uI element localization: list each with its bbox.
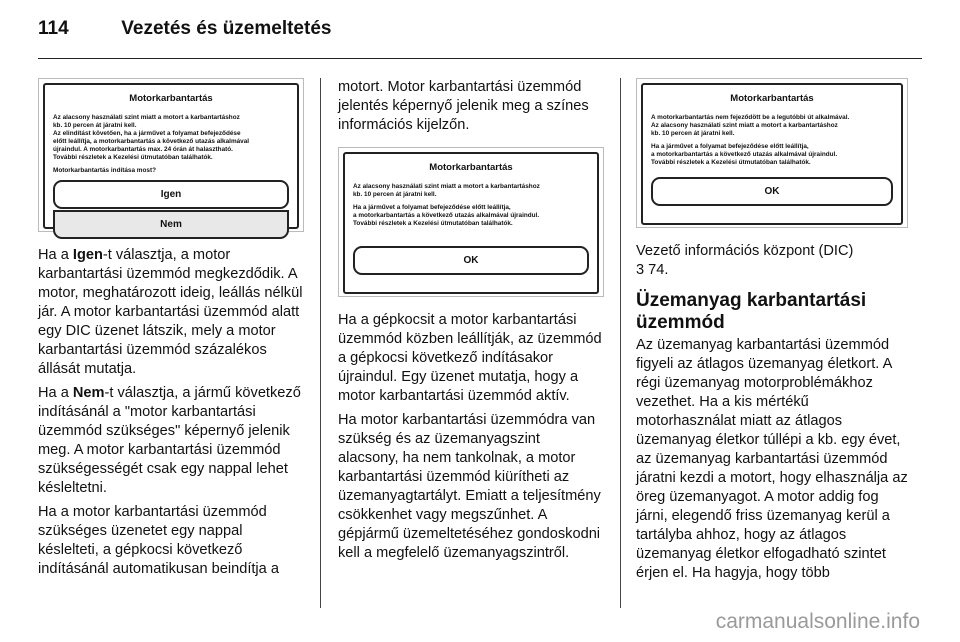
screen-title: Motorkarbantartás	[129, 93, 213, 104]
screen-line: kb. 10 percen át járatni kell.	[353, 191, 437, 198]
screen-line: kb. 10 percen át járatni kell.	[53, 122, 137, 129]
section-heading: Üzemanyag karbantartási üzemmód	[636, 290, 867, 333]
screen-image-start	[38, 78, 304, 232]
paragraph: Ha motor karbantartási üzemmódra van szükség és az üzemanyagszint alacsony, ha nem tankolnak, a motor karbantartási üzemmód kiürítheti az üzemanyagtartályt. Emiatt a teljesítmény csökkenhet vagy megszűnhet. A gépjármű üzemeltetéséhez gondoskodni kell a megfelelő üzemanyagszintről.	[338, 412, 601, 561]
page-number: 114	[38, 18, 69, 39]
paragraph: Ha a motor karbantartási üzemmód szükséges üzenetet egy nappal késlelteti, a gépkocsi következő indításánál automatikusan beindítja a	[38, 504, 279, 577]
paragraph: motort. Motor karbantartási üzemmód jelentés képernyő jelenik meg a színes információs kijelzőn.	[338, 79, 589, 133]
screen-line: További részletek a Kezelési útmutatóban találhatók.	[353, 220, 513, 227]
page-header	[38, 18, 331, 40]
screen-line: kb. 10 percen át járatni kell.	[651, 130, 735, 137]
screen-line: Ha a járművet a folyamat befejeződése előtt leállítja,	[353, 204, 511, 211]
screen-no-button: Nem	[53, 210, 289, 239]
paragraph: Ha a Nem-t választja, a jármű következő indításánál a "motor karbantartási üzemmód szükséges" képernyő jelenik meg. A motor karbantartási üzemmód szükségességét csak egy nappal lehet késleltetni.	[38, 385, 301, 496]
column-divider-1	[320, 78, 321, 608]
screen-prompt: Motorkarbantartás indítása most?	[53, 167, 156, 174]
screen-image-incomplete	[636, 78, 908, 228]
paragraph: Ha a gépkocsit a motor karbantartási üzemmód közben leállítják, az üzemmód a gépkocsi következő indításakor újraindul. Egy üzenet mutatja, hogy a motor karbantartási üzemmód aktív.	[338, 312, 602, 404]
screen-line: További részletek a Kezelési útmutatóban találhatók.	[651, 159, 811, 166]
screen-line: Az alacsony használati szint miatt a motort a karbantartáshoz	[53, 114, 240, 121]
middle-column	[338, 78, 604, 568]
header-rule	[38, 58, 922, 59]
watermark: carmanualsonline.info	[715, 610, 920, 633]
screen-line: a motorkarbantartás a következő utazás alkalmával újraindul.	[353, 212, 540, 219]
screen-line: Az elindítást követően, ha a járművet a folyamat befejeződése	[53, 130, 241, 137]
screen-line: előtt leállítja, a motorkarbantartás a következő utazás alkalmával	[53, 138, 250, 145]
screen-line: a motorkarbantartás a következő utazás alkalmával újraindul.	[651, 151, 838, 158]
paragraph: Ha a Igen-t választja, a motor karbantartási üzemmód megkezdődik. A motor, meghatározott ideig, leállás nélkül jár. A motor karbantartási üzemmód alatt egy DIC üzenet látszik, mely a motor karbantartási üzemmód százalékos állását mutatja.	[38, 247, 303, 377]
screen-ok-button: OK	[353, 246, 589, 275]
screen-title: Motorkarbantartás	[730, 93, 814, 104]
screen-line: További részletek a Kezelési útmutatóban találhatók.	[53, 154, 213, 161]
left-column	[38, 78, 304, 584]
paragraph: Vezető információs központ (DIC)	[636, 243, 854, 259]
screen-image-active	[338, 147, 604, 297]
screen-ok-button: OK	[651, 177, 893, 206]
right-column	[636, 78, 908, 588]
screen-line: A motorkarbantartás nem fejeződött be a legutóbbi út alkalmával.	[651, 114, 850, 121]
screen-title: Motorkarbantartás	[429, 162, 513, 173]
page-title: Vezetés és üzemeltetés	[121, 18, 332, 39]
cross-reference[interactable]: 3 74.	[636, 262, 669, 278]
screen-line: Az alacsony használati szint miatt a motort a karbantartáshoz	[353, 183, 540, 190]
paragraph: Az üzemanyag karbantartási üzemmód figyeli az átlagos üzemanyag életkort. A régi üzemanyag motorproblémákhoz vezethet. Ha a kis mértékű motorhasználat miatt az átlagos üzemanyag életkor túllépi a kb. egy évet, az üzemanyag karbantartási üzemmód járatni kezdi a motort, hogy elhasználja az öreg üzemanyagot. A motor addig fog járni, elegendő friss üzemanyag kerül a tartályba ahhoz, hogy az átlagos üzemanyag életkor elfogadható szintet érjen el. Ha hagyja, hogy több	[636, 337, 908, 581]
screen-line: Ha a járművet a folyamat befejeződése előtt leállítja,	[651, 143, 809, 150]
screen-line: újraindul. A motorkarbantartás max. 24 órán át halasztható.	[53, 146, 233, 153]
screen-line: Az alacsony használati szint miatt a motort a karbantartáshoz	[651, 122, 838, 129]
column-divider-2	[620, 78, 621, 608]
screen-yes-button: Igen	[53, 180, 289, 209]
